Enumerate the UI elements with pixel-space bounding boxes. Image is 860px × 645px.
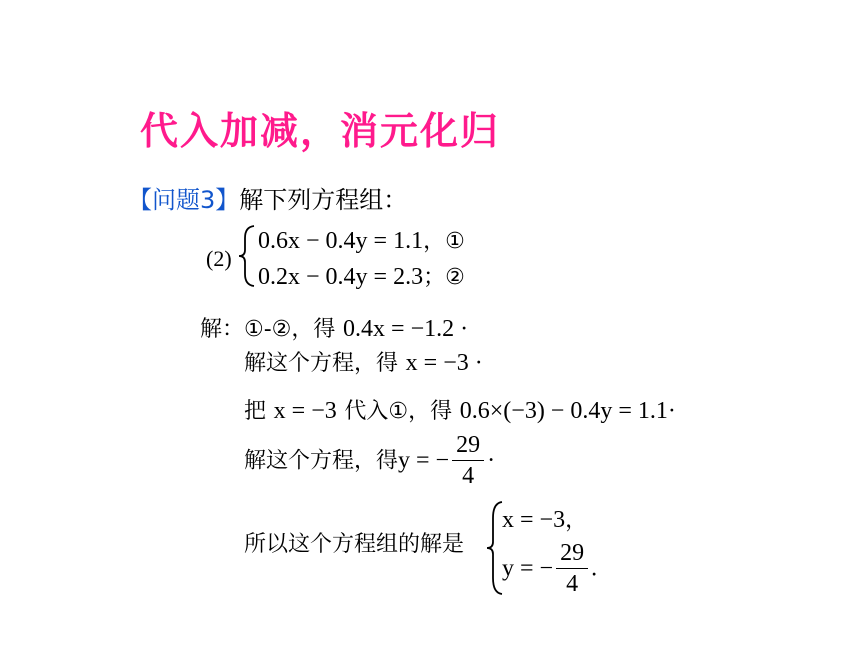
step-4-fraction: [452, 432, 484, 489]
equation-1-math: 0.6x − 0.4y = 1.1: [258, 228, 424, 254]
problem-heading: [128, 180, 407, 215]
answer-y: y = − $\frac{29}{4}$ .: [502, 540, 598, 597]
step-4-text: 解这个方程，得: [244, 448, 399, 474]
step-4-math: y = −: [398, 447, 450, 474]
answer-x: x = −3，: [502, 507, 588, 533]
step-2: 解这个方程，得 x = −3 ·: [244, 350, 483, 376]
step-1-math: 0.4x = −1.2: [343, 316, 455, 342]
step-2-math: x = −3: [405, 350, 469, 376]
conclusion-text: 所以这个方程组的解是: [244, 532, 465, 557]
equation-2-marker: ；②: [423, 265, 465, 290]
step-3-math-b: 0.6×(−3) − 0.4y = 1.1: [459, 398, 668, 424]
equation-1-marker: ，①: [423, 229, 465, 254]
left-brace-icon: [236, 224, 258, 288]
step-1-text: 解：①-②，得: [200, 317, 336, 342]
step-3-math-a: x = −3: [273, 398, 337, 424]
step-4-numerator: 29: [452, 432, 484, 461]
answer-y-denominator: 4: [566, 571, 579, 597]
system-label: (2): [206, 246, 232, 271]
answer-y-numerator: 29: [556, 540, 588, 569]
step-3: 把 x = −3 代入①，得 0.6×(−3) − 0.4y = 1.1·: [244, 398, 676, 424]
step-3-text-b: 代入①，得: [344, 399, 453, 424]
step-4: 解这个方程，得y = − $\frac{29}{4}$ ·: [244, 432, 496, 489]
step-3-text-a: 把: [244, 399, 267, 424]
answer-y-math: y = −: [502, 555, 554, 582]
equation-2-math: 0.2x − 0.4y = 2.3: [258, 264, 424, 290]
step-1: 解：①-②，得 0.4x = −1.2 ·: [200, 316, 469, 342]
problem-text: 解下列方程组：: [239, 186, 408, 214]
problem-tag: 【问题3】: [128, 186, 240, 214]
step-4-denominator: 4: [462, 463, 475, 489]
equation-1: [258, 224, 465, 255]
step-2-text: 解这个方程，得: [244, 351, 399, 376]
answer-y-fraction: [556, 540, 588, 597]
equation-2: [258, 260, 465, 291]
slide-title: 代入加减，消元化归: [140, 109, 501, 153]
